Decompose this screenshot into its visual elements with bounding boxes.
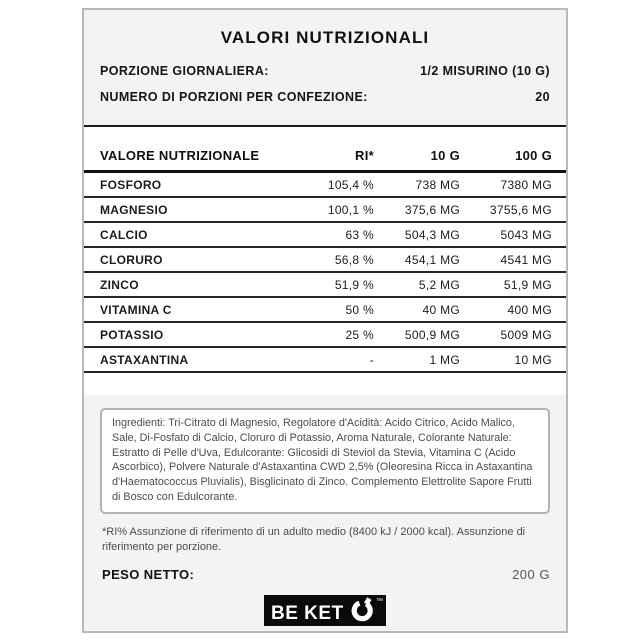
table-row (84, 323, 566, 348)
nutrient-per100g: 4541 MG (500, 252, 552, 267)
nutrient-per100g: 5009 MG (500, 327, 552, 342)
table-row (84, 273, 566, 298)
nutrient-name: FOSFORO (100, 177, 162, 192)
label-header-section (84, 10, 566, 125)
serving-label: PORZIONE GIORNALIERA: (100, 64, 269, 78)
nutrient-per100g: 7380 MG (500, 177, 552, 192)
servings-count-value: 20 (535, 90, 550, 104)
nutrient-ri: 51,9 % (334, 277, 374, 292)
page-title: VALORI NUTRIZIONALI (220, 28, 430, 47)
nutrient-ri: 63 % (345, 227, 374, 242)
nutrient-per100g: 400 MG (507, 302, 552, 317)
ingredients-box (100, 408, 550, 514)
nutrient-per10g: 500,9 MG (404, 327, 460, 342)
serving-row (100, 64, 550, 90)
net-weight-row (102, 567, 550, 582)
table-header-row (84, 141, 566, 173)
nutrient-per10g: 504,3 MG (404, 227, 460, 242)
table-row (84, 173, 566, 198)
beketo-logo (264, 595, 386, 626)
table-row (84, 198, 566, 223)
table-row (84, 248, 566, 273)
trademark-symbol: ™ (376, 597, 383, 605)
nutrient-per10g: 454,1 MG (404, 252, 460, 267)
nutrient-per10g: 40 MG (422, 302, 460, 317)
nutrition-label-card (82, 8, 568, 633)
nutrient-name: ZINCO (100, 277, 139, 292)
brand-logo-container (84, 595, 566, 631)
nutrient-name: POTASSIO (100, 327, 164, 342)
table-row (84, 348, 566, 373)
nutrient-name: CALCIO (100, 227, 148, 242)
nutrient-per10g: 5,2 MG (418, 277, 460, 292)
serving-info (100, 64, 550, 116)
nutrient-ri: 56,8 % (334, 252, 374, 267)
nutrient-name: CLORURO (100, 252, 163, 267)
nutrient-ri: 105,4 % (327, 177, 374, 192)
nutrient-ri: - (369, 352, 374, 367)
table-row (84, 298, 566, 323)
column-header-100g: 100 G (515, 148, 552, 163)
nutrient-per100g: 51,9 MG (503, 277, 552, 292)
column-header-ri: RI* (355, 148, 374, 163)
nutrient-per10g: 1 MG (429, 352, 460, 367)
nutrient-per100g: 5043 MG (500, 227, 552, 242)
nutrient-per10g: 738 MG (415, 177, 460, 192)
nutrient-ri: 100,1 % (327, 202, 374, 217)
column-header-10g: 10 G (430, 148, 460, 163)
logo-text: BE KET (271, 602, 344, 624)
nutrient-per10g: 375,6 MG (404, 202, 460, 217)
nutrient-per100g: 3755,6 MG (489, 202, 552, 217)
nutrient-name: ASTAXANTINA (100, 352, 189, 367)
nutrient-name: MAGNESIO (100, 202, 168, 217)
table-row (84, 223, 566, 248)
ingredients-text: Ingredienti: Tri-Citrato di Magnesio, Regolatore d'Acidità: Acido Citrico, Acido Malico, Sale, Di-Fosfato di Calcio, Cloruro di Potassio, Aroma Naturale, Colorante Naturale: Estratto di Pelle d'Uva, Edulcorante: Glicosidi di Steviol da Stevia, Vitamina C (Acido Ascorbico), Polvere Naturale d'Astaxantina CWD 2,5% (Oleoresina Ricca in Astaxantina d'Haematococcus Pluvialis), Bisglicinato di Zinco. Complemento Elettrolite Sapore Frutti di Bosco con Edulcorante. (112, 417, 533, 503)
serving-value: 1/2 MISURINO (10 G) (420, 64, 550, 78)
nutrition-table (84, 125, 566, 395)
nutrient-ri: 50 % (345, 302, 374, 317)
nutrient-ri: 25 % (345, 327, 374, 342)
nutrient-name: VITAMINA C (100, 302, 172, 317)
servings-count-row (100, 90, 550, 116)
net-weight-value: 200 G (512, 566, 550, 582)
servings-count-label: NUMERO DI PORZIONI PER CONFEZIONE: (100, 90, 368, 104)
column-header-name: VALORE NUTRIZIONALE (100, 148, 260, 163)
net-weight-label: PESO NETTO: (102, 566, 195, 582)
ri-footnote: *RI% Assunzione di riferimento di un adulto medio (8400 kJ / 2000 kcal). Assunzione di riferimento per porzione. (102, 525, 526, 553)
nutrient-per100g: 10 MG (514, 352, 552, 367)
